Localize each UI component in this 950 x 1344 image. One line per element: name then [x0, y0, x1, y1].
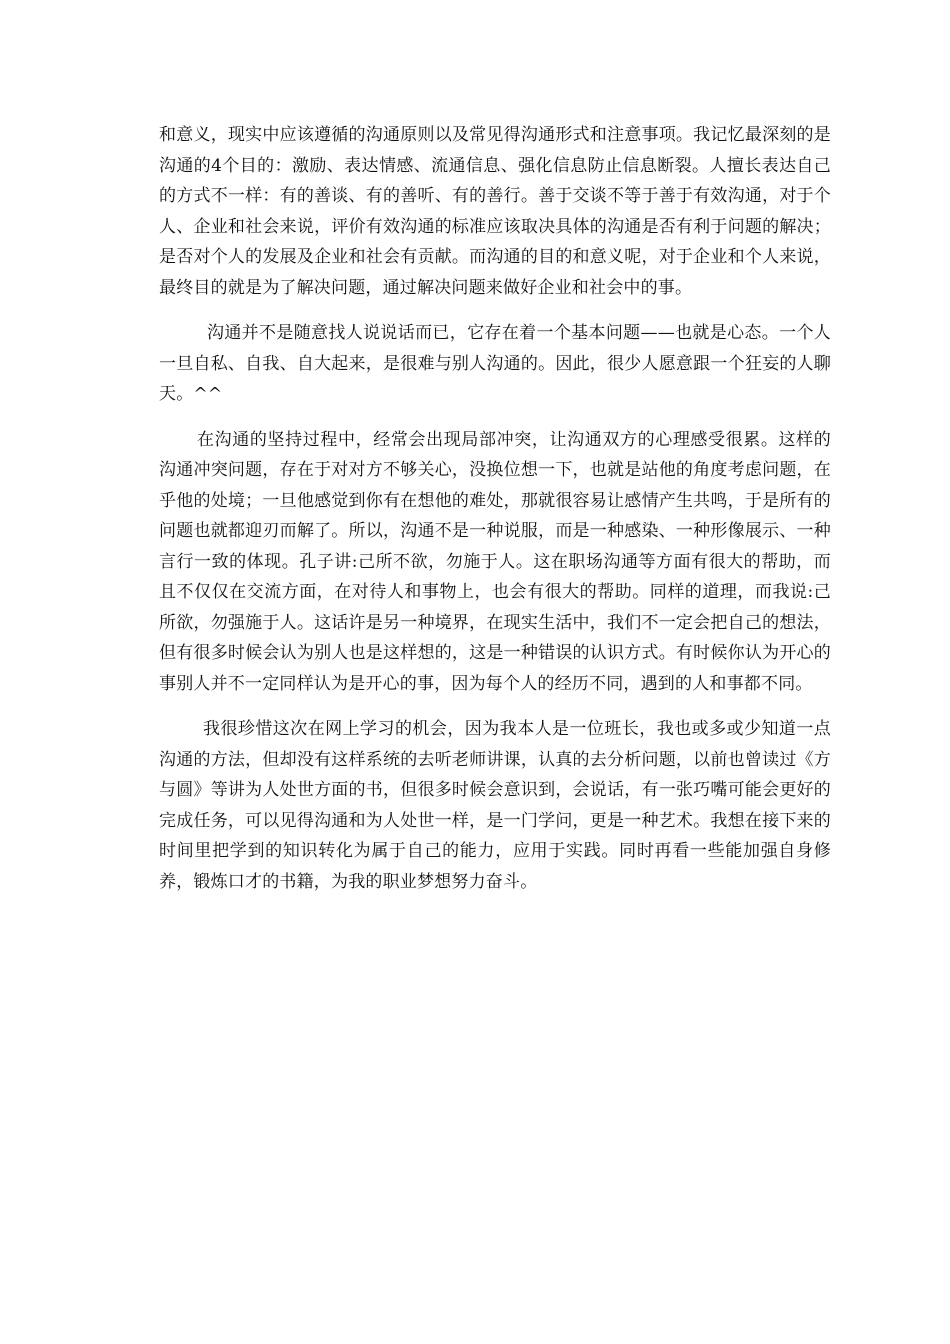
paragraph-3: 在沟通的坚持过程中，经常会出现局部冲突，让沟通双方的心理感受很累。这样的沟通冲突问题，存在于对对方不够关心，没换位想一下，也就是站他的角度考虑问题，在乎他的处境；一旦他感觉到你有在想他的难处，那就很容易让感情产生共鸣，于是所有的问题也就都迎刃而解了。所以，沟通不是一种说服，而是一种感染、一种形像展示、一种言行一致的体现。孔子讲:己所不欲，勿施于人。这在职场沟通等方面有很大的帮助，而且不仅仅在交流方面，在对待人和事物上，也会有很大的帮助。同样的道理，而我说:己所欲，勿强施于人。这话许是另一种境界，在现实生活中，我们不一定会把自己的想法，但有很多时候会认为别人也是这样想的，这是一种错误的认识方式。有时候你认为开心的事别人并不一定同样认为是开心的事，因为每个人的经历不同，遇到的人和事都不同。 [159, 429, 831, 694]
paragraph-1: 和意义，现实中应该遵循的沟通原则以及常见得沟通形式和注意事项。我记忆最深刻的是沟通的4个目的：激励、表达情感、流通信息、强化信息防止信息断裂。人擅长表达自己的方式不一样：有的善谈、有的善听、有的善行。善于交谈不等于善于有效沟通，对于个人、企业和社会来说，评价有效沟通的标准应该取决具体的沟通是否有利于问题的解决；是否对个人的发展及企业和社会有贡献。而沟通的目的和意义呢，对于企业和个人来说，最终目的就是为了解决问题，通过解决问题来做好企业和社会中的事。 [159, 125, 831, 298]
document-body [159, 120, 831, 912]
paragraph-4: 我很珍惜这次在网上学习的机会，因为我本人是一位班长，我也或多或少知道一点沟通的方法，但却没有这样系统的去听老师讲课，认真的去分析问题，以前也曾读过《方与圆》等讲为人处世方面的书，但很多时候会意识到，会说话，有一张巧嘴可能会更好的完成任务，可以见得沟通和为人处世一样，是一门学问，更是一种艺术。我想在接下来的时间里把学到的知识转化为属于自己的能力，应用于实践。同时再看一些能加强自身修养，锻炼口才的书籍，为我的职业梦想努力奋斗。 [159, 719, 831, 892]
paragraph-2: 沟通并不是随意找人说说话而已，它存在着一个基本问题——也就是心态。一个人一旦自私、自我、自大起来，是很难与别人沟通的。因此，很少人愿意跟一个狂妄的人聊天。^^ [159, 323, 831, 404]
